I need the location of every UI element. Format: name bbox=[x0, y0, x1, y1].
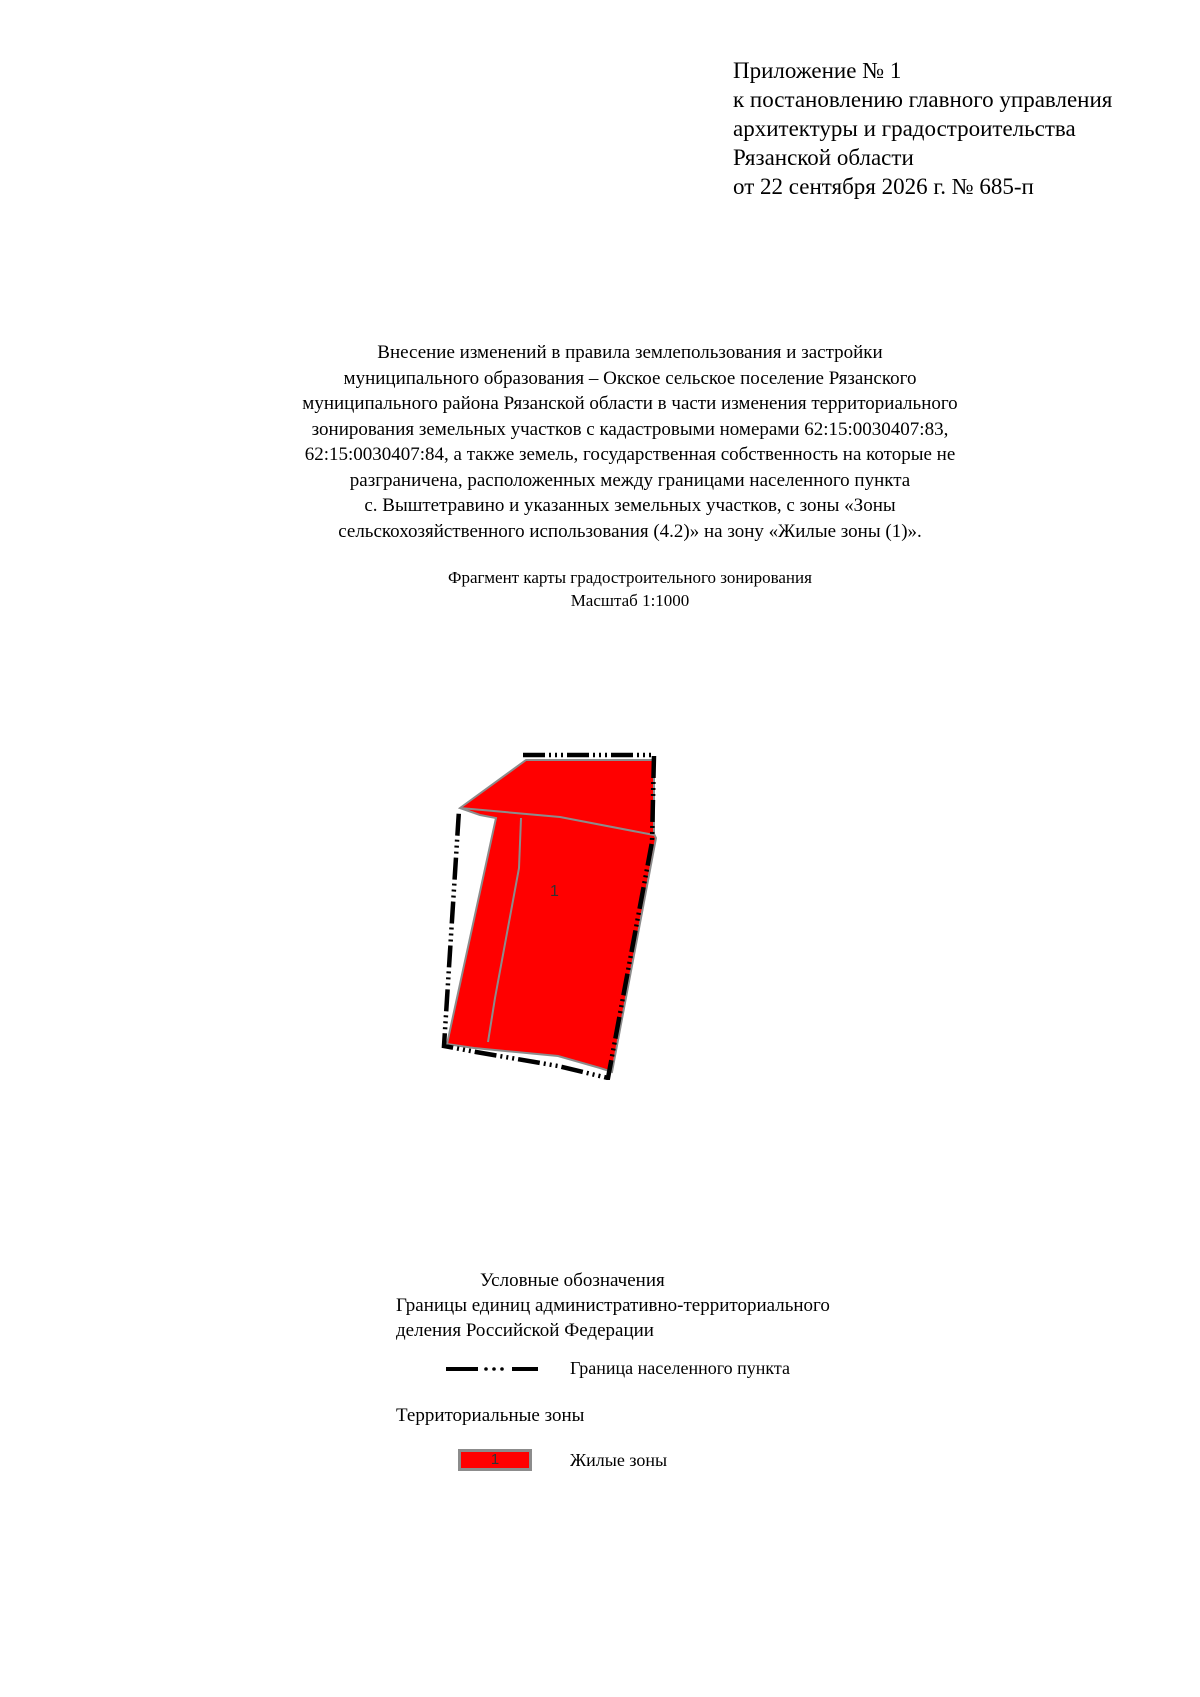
residential-zone-area bbox=[447, 760, 656, 1072]
zone-label: 1 bbox=[550, 883, 559, 900]
title-line: с. Выштетравино и указанных земельных участков, с зоны «Зоны bbox=[364, 495, 896, 516]
title-line: муниципального района Рязанской области в части изменения территориального bbox=[302, 393, 958, 414]
title-line: 62:15:0030407:84, а также земель, государственная собственность на которые не bbox=[304, 444, 956, 465]
title-line: зонирования земельных участков с кадастровыми номерами 62:15:0030407:83, bbox=[311, 418, 949, 440]
title-line: сельскохозяйственного использования (4.2)» на зону «Жилые зоны (1)». bbox=[338, 520, 922, 542]
map-fragment-caption: Фрагмент карты градостроительного зонирования bbox=[448, 568, 812, 587]
annex-line: Рязанской области bbox=[733, 145, 914, 170]
residential-zone-swatch: 1 bbox=[458, 1449, 532, 1471]
settlement-boundary-label: Граница населенного пункта bbox=[570, 1358, 790, 1378]
legend-zones-heading: Территориальные зоны bbox=[396, 1405, 585, 1426]
legend-admin-line: деления Российской Федерации bbox=[396, 1319, 654, 1341]
residential-zone-label: Жилые зоны bbox=[570, 1450, 668, 1470]
annex-line: архитектуры и градостроительства bbox=[733, 116, 1076, 141]
map-caption bbox=[140, 566, 1120, 612]
settlement-boundary-symbol bbox=[446, 1364, 538, 1374]
title-line: разграничена, расположенных между границами населенного пункта bbox=[349, 469, 911, 491]
annex-header bbox=[733, 56, 1112, 201]
annex-line: от 22 сентября 2026 г. № 685-п bbox=[733, 174, 1034, 199]
zoning-map bbox=[440, 750, 720, 1080]
title-line: Внесение изменений в правила землепользования и застройки bbox=[377, 342, 883, 363]
annex-line: к постановлению главного управления bbox=[733, 87, 1113, 112]
document-title bbox=[140, 340, 1120, 544]
annex-line: Приложение № 1 bbox=[733, 58, 902, 83]
legend-admin-heading bbox=[396, 1294, 830, 1343]
title-line: муниципального образования – Окское сельское поселение Рязанского bbox=[343, 367, 917, 389]
map-scale: Масштаб 1:1000 bbox=[570, 591, 690, 610]
legend-admin-line: Границы единиц административно-территориального bbox=[396, 1295, 830, 1316]
legend-title: Условные обозначения bbox=[480, 1270, 665, 1291]
